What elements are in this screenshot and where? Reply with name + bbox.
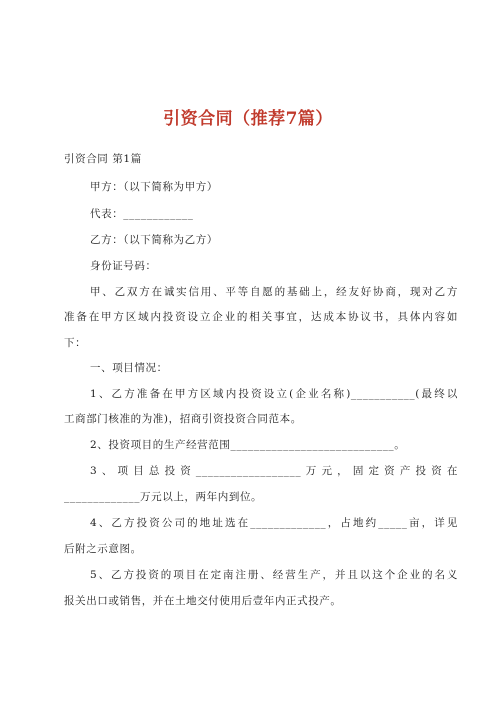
paragraph-line: 3、项目总投资__________________万元，固定资产投资在: [90, 465, 458, 477]
document-title: 引资合同（推荐7篇）: [163, 109, 333, 129]
party-b-line: 乙方：（以下简称为乙方）: [90, 234, 218, 246]
section-heading: 引资合同 第1篇: [64, 153, 142, 165]
paragraph-line: 下：: [64, 337, 87, 349]
paragraph-line: 后附之示意图。: [64, 543, 142, 555]
paragraph-line: 4、乙方投资公司的地址选在_____________，占地约_____亩，详见: [90, 517, 458, 529]
id-number-line: 身份证号码：: [90, 260, 157, 272]
paragraph-line: 报关出口或销售，并在土地交付使用后壹年内正式投产。: [64, 595, 342, 607]
paragraph-line: 1、乙方准备在甲方区域内投资设立(企业名称)___________(最终以: [90, 388, 458, 400]
paragraph-line: 工商部门核准的为准)，招商引资投资合同范本。: [64, 413, 302, 425]
paragraph-line: 准备在甲方区域内投资设立企业的相关事宜，达成本协议书，具体内容如: [64, 311, 458, 323]
party-a-line: 甲方：（以下简称为甲方）: [90, 181, 218, 193]
representative-line: 代表：____________: [90, 208, 194, 220]
subsection-heading: 一、项目情况：: [90, 362, 168, 374]
paragraph-line: _____________万元以上，两年内到位。: [64, 491, 263, 503]
paragraph-line: 2、投资项目的生产经营范围____________________________。: [90, 439, 406, 451]
paragraph-line: 甲、乙双方在诚实信用、平等自愿的基础上，经友好协商，现对乙方: [90, 286, 458, 298]
paragraph-line: 5、乙方投资的项目在定南注册、经营生产，并且以这个企业的名义: [90, 569, 458, 581]
